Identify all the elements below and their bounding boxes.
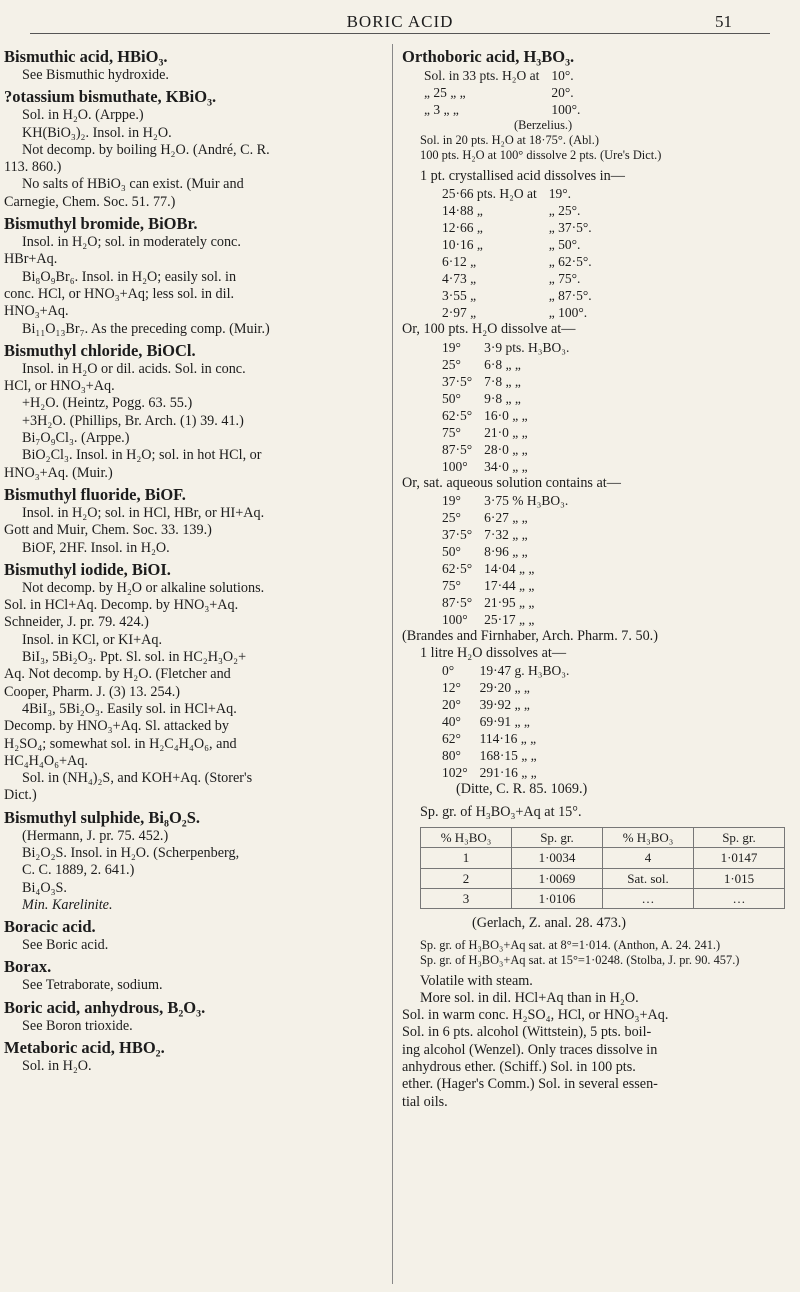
solubility-table-4 (436, 662, 575, 781)
table-cell: 21·95 „ „ (484, 594, 535, 610)
entry-line: Sol. in H₂O. (22, 1058, 92, 1075)
table-cell: 1·015 (694, 868, 785, 888)
table-cell: 62·5° (442, 560, 473, 576)
entry-line: HNO₃+Aq. (Muir.) (4, 464, 113, 481)
entry (4, 957, 382, 994)
table-intro: Or, 100 pts. H₂O dissolve at— (402, 321, 576, 338)
entry-line: 4BiI₃, 5Bi₂O₃. Easily sol. in HCl+Aq. (22, 700, 237, 717)
entry-line: Bi₂O₂S. Insol. in H₂O. (Scherpenberg, (22, 844, 240, 861)
entry-line: Bi₇O₉Cl₃. (Arppe.) (22, 430, 130, 447)
entry-line: 113. 860.) (4, 159, 62, 176)
reference: (Ditte, C. R. 85. 1069.) (456, 781, 588, 798)
entry-line: conc. HCl, or HNO₃+Aq; less sol. in dil. (4, 285, 235, 302)
table-row (436, 185, 598, 202)
entry-heading: Borax. (4, 957, 52, 977)
table-cell: 34·0 „ „ (484, 458, 528, 474)
table-cell: 19° (442, 339, 461, 355)
table-cell: 0° (442, 663, 455, 679)
reference: (Berzelius.) (514, 118, 573, 132)
table-intro: Or, sat. aqueous solution contains at— (402, 474, 621, 491)
table-row (436, 236, 598, 253)
table-cell: „ 3 „ „ (424, 102, 459, 117)
table-cell: 19° (442, 492, 461, 508)
entry-heading: Boracic acid. (4, 917, 96, 937)
entry-heading: Boric acid, anhydrous, B₂O₃. (4, 997, 206, 1017)
table-cell: „ 25°. (548, 203, 581, 219)
table-cell: 14·04 „ „ (484, 560, 535, 576)
note-line: Sp. gr. of H₃BO₃+Aq sat. at 15°=1·0248. (Stolba, J. pr. 90. 457.) (420, 952, 740, 967)
entry-heading: ?otassium bismuthate, KBiO₃. (4, 87, 217, 107)
table-row (436, 509, 574, 526)
text-line: ing alcohol (Wenzel). Only traces dissolve in (402, 1041, 658, 1058)
entry-heading: Bismuthyl sulphide, Bi₈O₂S. (4, 807, 201, 827)
table-row (436, 287, 598, 304)
table-cell: 3 (421, 888, 512, 908)
entry-heading: Bismuthic acid, HBiO₃. (4, 47, 168, 66)
table-row (436, 253, 598, 270)
text-line: ether. (Hager's Comm.) Sol. in several essen- (402, 1076, 658, 1093)
table-cell: 87·5° (442, 594, 473, 610)
table-cell: 20°. (551, 85, 574, 100)
entry-line: HC₄H₄O₆+Aq. (4, 752, 88, 769)
table-cell: 4 (603, 848, 694, 868)
entry-line: C. C. 1889, 2. 641.) (22, 862, 135, 879)
berzelius-table (418, 67, 586, 118)
note-line: Sol. in 20 pts. H₂O at 18·75°. (Abl.) (420, 133, 599, 147)
entry (4, 560, 382, 805)
table-row (418, 84, 586, 101)
table-row (436, 679, 575, 696)
entry-line: BiOF, 2HF. Insol. in H₂O. (22, 539, 170, 556)
entry (4, 1038, 382, 1075)
table-cell: 75° (442, 424, 461, 440)
table-row (421, 868, 785, 888)
table-cell: 8·96 „ „ (484, 543, 528, 559)
table-cell: 7·8 „ „ (484, 373, 521, 389)
entry-line: Sol. in (NH₄)₂S, and KOH+Aq. (Storer's (22, 770, 253, 787)
page-number: 51 (715, 12, 732, 31)
table-cell: „ 100°. (548, 305, 588, 321)
text-line: Sol. in warm conc. H₂SO₄, HCl, or HNO₃+Aq. (402, 1007, 669, 1024)
table-row (436, 611, 574, 628)
solubility-table-1 (436, 185, 598, 321)
table-cell: 80° (442, 748, 461, 764)
table-intro: 1 litre H₂O dissolves at— (420, 645, 567, 662)
table-row (436, 356, 575, 373)
table-row (436, 696, 575, 713)
table-row (436, 492, 574, 509)
text-line: tial oils. (402, 1093, 448, 1110)
table-cell: 1·0034 (512, 848, 603, 868)
entry-line: +3H₂O. (Phillips, Br. Arch. (1) 39. 41.) (22, 412, 244, 429)
table-cell: 20° (442, 697, 461, 713)
table-row (436, 270, 598, 287)
table-cell: … (603, 888, 694, 908)
text-line: More sol. in dil. HCl+Aq than in H₂O. (420, 989, 639, 1006)
column-header: % H₃BO₃ (421, 828, 512, 848)
table-row (436, 458, 575, 475)
entry-line: Sol. in H₂O. (Arppe.) (22, 107, 144, 124)
table-cell: „ 62·5°. (548, 254, 592, 270)
running-title: BORIC ACID (346, 12, 454, 31)
column-header: Sp. gr. (694, 828, 785, 848)
entry-line: KH(BiO₃)₂. Insol. in H₂O. (22, 124, 172, 141)
table-cell: 29·20 „ „ (479, 680, 530, 696)
table-cell: 10·16 „ (442, 237, 483, 253)
table-intro: Sp. gr. of H₃BO₃+Aq at 15°. (420, 803, 582, 820)
table-cell: 1·0147 (694, 848, 785, 868)
table-cell: 102° (442, 765, 468, 781)
table-row (436, 441, 575, 458)
entry-line: See Boric acid. (22, 937, 109, 954)
table-cell: 6·27 „ „ (484, 509, 528, 525)
table-cell: 168·15 „ „ (479, 748, 537, 764)
entry (4, 485, 382, 557)
column-header: Sp. gr. (512, 828, 603, 848)
table-cell: 25° (442, 509, 461, 525)
table-cell: 37·5° (442, 526, 473, 542)
table-row (436, 594, 574, 611)
table-row (436, 662, 575, 679)
table-row (436, 339, 575, 356)
table-cell: „ 50°. (548, 237, 581, 253)
table-cell: 9·8 „ „ (484, 390, 521, 406)
table-cell: „ 25 „ „ (424, 85, 466, 100)
table-cell: 6·8 „ „ (484, 356, 521, 372)
table-row (421, 848, 785, 868)
table-cell: 7·32 „ „ (484, 526, 528, 542)
entry-line: Insol. in KCl, or KI+Aq. (22, 631, 163, 648)
entry-line: See Tetraborate, sodium. (22, 977, 163, 994)
table-cell: 3·55 „ (442, 288, 477, 304)
table-cell: 12° (442, 680, 461, 696)
table-cell: 69·91 „ „ (479, 714, 530, 730)
reference: (Brandes and Firnhaber, Arch. Pharm. 7. 50.) (402, 627, 658, 644)
table-row (436, 747, 575, 764)
table-cell: 87·5° (442, 441, 473, 457)
entry-line: BiO₂Cl₃. Insol. in H₂O; sol. in hot HCl, or (22, 447, 262, 464)
entry-line: Schneider, J. pr. 79. 424.) (4, 614, 149, 631)
table-cell: 3·9 pts. H₃BO₃. (484, 339, 570, 355)
text-line: anhydrous ether. (Schiff.) Sol. in 100 pts. (402, 1059, 636, 1076)
table-header-row (421, 828, 785, 848)
table-row (436, 730, 575, 747)
table-cell: 291·16 „ „ (479, 765, 537, 781)
table-row (436, 304, 598, 321)
table-row (436, 764, 575, 781)
entry-line: Insol. in H₂O; sol. in HCl, HBr, or HI+Aq. (22, 504, 265, 521)
entry-line: Insol. in H₂O or dil. acids. Sol. in conc. (22, 360, 246, 377)
entry-line: See Boron trioxide. (22, 1017, 133, 1034)
entry-line: Dict.) (4, 787, 37, 804)
table-row (436, 543, 574, 560)
table-row (436, 526, 574, 543)
table-cell: 14·88 „ (442, 203, 483, 219)
table-cell: 40° (442, 714, 461, 730)
table-row (418, 101, 586, 118)
entry-line: HBr+Aq. (4, 251, 58, 268)
entry (4, 917, 382, 954)
table-cell: 50° (442, 543, 461, 559)
entry-line: Not decomp. by boiling H₂O. (André, C. R. (22, 141, 270, 158)
table-cell: Sat. sol. (603, 868, 694, 888)
table-cell: 2·97 „ (442, 305, 477, 321)
entry-line: HCl, or HNO₃+Aq. (4, 378, 115, 395)
table-cell: 6·12 „ (442, 254, 477, 270)
table-cell: 100°. (551, 102, 581, 117)
table-cell: 1·0106 (512, 888, 603, 908)
solubility-table-3 (436, 492, 574, 628)
entry-line: (Hermann, J. pr. 75. 452.) (22, 827, 169, 844)
entry-line: H₂SO₄; somewhat sol. in H₂C₄H₄O₆, and (4, 735, 237, 752)
table-cell: 37·5° (442, 373, 473, 389)
note-line: 100 pts. H₂O at 100° dissolve 2 pts. (Ure's Dict.) (420, 148, 662, 162)
table-cell: 39·92 „ „ (479, 697, 530, 713)
entry-heading: Bismuthyl chloride, BiOCl. (4, 340, 196, 360)
table-row (418, 67, 586, 84)
table-cell: 19·47 g. H₃BO₃. (479, 663, 570, 679)
entry-line: Min. Karelinite. (22, 896, 113, 913)
table-cell: 1 (421, 848, 512, 868)
entry (4, 808, 382, 914)
table-cell: 100° (442, 611, 468, 627)
reference: (Gerlach, Z. anal. 28. 473.) (472, 915, 627, 932)
entry-line: Bi₄O₃S. (22, 879, 67, 896)
table-cell: 62·5° (442, 407, 473, 423)
entry-line: Cooper, Pharm. J. (3) 13. 254.) (4, 683, 180, 700)
table-cell: 10°. (551, 68, 574, 83)
table-cell: „ 87·5°. (548, 288, 592, 304)
entry-line: Bi₈O₉Br₆. Insol. in H₂O; easily sol. in (22, 268, 237, 285)
table-cell: 12·66 „ (442, 220, 483, 236)
entry-line: +H₂O. (Heintz, Pogg. 63. 55.) (22, 395, 193, 412)
column-divider (392, 44, 393, 1284)
table-row (436, 407, 575, 424)
table-cell: 62° (442, 731, 461, 747)
table-cell: 50° (442, 390, 461, 406)
table-cell: 19°. (548, 186, 571, 202)
table-cell: … (694, 888, 785, 908)
table-cell: 17·44 „ „ (484, 577, 535, 593)
table-row (436, 202, 598, 219)
entry-line: Gott and Muir, Chem. Soc. 33. 139.) (4, 522, 212, 539)
table-row (436, 577, 574, 594)
table-cell: 3·75 % H₃BO₃. (484, 492, 569, 508)
table-cell: 1·0069 (512, 868, 603, 888)
entry (4, 87, 382, 211)
table-cell: 114·16 „ „ (479, 731, 537, 747)
right-column (402, 44, 796, 1111)
table-cell: 25·17 „ „ (484, 611, 535, 627)
entry-line: Not decomp. by H₂O or alkaline solutions. (22, 579, 265, 596)
entry-line: Decomp. by HNO₃+Aq. Sl. attacked by (4, 718, 229, 735)
left-column (4, 44, 382, 1078)
note-line: Sp. gr. of H₃BO₃+Aq sat. at 8°=1·014. (Anthon, A. 24. 241.) (420, 937, 721, 952)
entry (4, 341, 382, 482)
table-cell: Sol. in 33 pts. H₂O at (424, 68, 540, 83)
entry-line: Insol. in H₂O; sol. in moderately conc. (22, 234, 241, 251)
specific-gravity-table (420, 827, 785, 909)
table-row (436, 424, 575, 441)
entry-line: Bi₁₁O₁₃Br₇. As the preceding comp. (Muir.) (22, 320, 270, 337)
entry-heading: Bismuthyl iodide, BiOI. (4, 559, 171, 579)
table-cell: 21·0 „ „ (484, 424, 528, 440)
table-row (421, 888, 785, 908)
table-row (436, 713, 575, 730)
entry-heading: Bismuthyl bromide, BiOBr. (4, 214, 198, 234)
entry-heading: Metaboric acid, HBO₂. (4, 1038, 165, 1058)
entry-heading: Bismuthyl fluoride, BiOF. (4, 484, 186, 504)
table-cell: 25° (442, 356, 461, 372)
table-cell: 2 (421, 868, 512, 888)
table-cell: 4·73 „ (442, 271, 477, 287)
table-cell: 28·0 „ „ (484, 441, 528, 457)
entry-heading: Orthoboric acid, H₃BO₃. (402, 47, 575, 66)
entry-line: Carnegie, Chem. Soc. 51. 77.) (4, 193, 176, 210)
text-line: Sol. in 6 pts. alcohol (Wittstein), 5 pts. boil- (402, 1024, 652, 1041)
header-rule (30, 33, 770, 34)
table-cell: „ 37·5°. (548, 220, 592, 236)
table-row (436, 373, 575, 390)
table-cell: „ 75°. (548, 271, 581, 287)
table-intro: 1 pt. crystallised acid dissolves in— (420, 168, 625, 184)
entry-line: Aq. Not decomp. by H₂O. (Fletcher and (4, 666, 231, 683)
entry-line: See Bismuthic hydroxide. (22, 67, 169, 83)
entry (4, 214, 382, 338)
entry-line: No salts of HBiO₃ can exist. (Muir and (22, 176, 244, 193)
table-row (436, 560, 574, 577)
entry (4, 47, 382, 84)
table-row (436, 219, 598, 236)
entry-line: HNO₃+Aq. (4, 303, 69, 320)
table-cell: 25·66 pts. H₂O at (442, 186, 537, 202)
entry (4, 998, 382, 1035)
entry-line: BiI₃, 5Bi₂O₃. Ppt. Sl. sol. in HC₂H₃O₂+ (22, 649, 247, 666)
table-cell: 16·0 „ „ (484, 407, 528, 423)
table-cell: 100° (442, 458, 468, 474)
table-cell: 75° (442, 577, 461, 593)
text-line: Volatile with steam. (420, 972, 533, 989)
solubility-table-2 (436, 339, 575, 475)
column-header: % H₃BO₃ (603, 828, 694, 848)
table-row (436, 390, 575, 407)
entry-line: Sol. in HCl+Aq. Decomp. by HNO₃+Aq. (4, 597, 239, 614)
